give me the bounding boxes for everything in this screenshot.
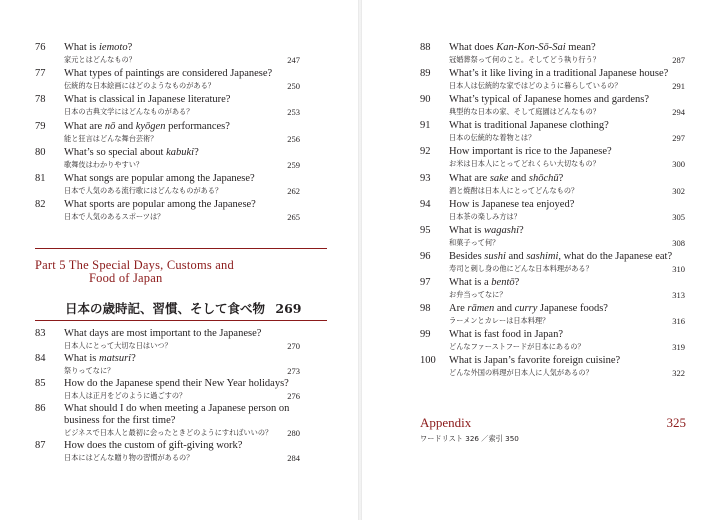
entry-page-number: 270	[287, 341, 300, 351]
entry-japanese: 冠婚葬祭って何のこと。そしてどう執り行う？	[449, 55, 600, 64]
entry-japanese: ラーメンとカレーは日本料理？	[449, 316, 550, 325]
entry-question: How is Japanese tea enjoyed?	[449, 198, 575, 210]
right-page	[362, 0, 720, 520]
entry-page-number: 297	[672, 133, 685, 144]
entry-japanese: 典型的な日本の家、そして庭園はどんなもの？	[449, 107, 600, 117]
entry-number: 76	[35, 42, 46, 53]
entry-question: How important is rice to the Japanese?	[449, 146, 612, 158]
entry-page-number: 300	[672, 159, 685, 170]
entry-japanese: お弁当ってなに？	[449, 289, 507, 299]
entry-page-number: 284	[287, 453, 300, 463]
entry-page-number: 313	[672, 289, 685, 300]
entry-number: 81	[35, 173, 46, 184]
entry-japanese: どんな外国の料理が日本人に人気があるの？	[449, 368, 593, 378]
entry-number: 82	[35, 199, 46, 211]
entry-number: 96	[420, 250, 431, 262]
entry-question: Are rāmen and curry Japanese foods?	[449, 303, 608, 314]
entry-japanese: 家元とはどんなもの？	[64, 55, 136, 64]
entry-page-number: 291	[672, 81, 685, 92]
entry-number: 100	[420, 355, 436, 367]
entry-page-number: 259	[287, 159, 300, 170]
entry-number: 87	[35, 440, 46, 451]
part-5-title	[35, 259, 234, 285]
entry-question: How does the custom of gift-giving work?	[64, 440, 243, 451]
entry-japanese: 日本人は正月をどのように過ごすの？	[64, 391, 187, 400]
entry-question: What’s it like living in a traditional Japanese house?	[449, 68, 669, 80]
entry-japanese: 日本にはどんな贈り物の習慣があるの？	[64, 453, 194, 462]
entry-japanese: 和菓子って何？	[449, 237, 500, 247]
entry-japanese: ビジネスで日本人と最初に会ったときどのようにすればいいの？	[64, 428, 273, 437]
part-5-japanese-title	[65, 301, 301, 316]
entry-japanese: 日本人は伝統的な家ではどのように暮らしているの？	[449, 81, 622, 91]
entry-japanese: 日本で人気のあるスポーツは？	[64, 212, 165, 222]
entry-number: 83	[35, 328, 46, 339]
entry-japanese: 日本の伝統的な着物とは？	[449, 133, 536, 143]
entry-japanese: 日本茶の楽しみ方は？	[449, 211, 521, 221]
entry-page-number: 256	[287, 133, 300, 144]
entry-number: 89	[420, 68, 431, 80]
entry-page-number: 247	[287, 55, 300, 65]
entry-japanese: 祭りってなに？	[64, 366, 115, 375]
entry-number: 84	[35, 353, 46, 364]
entry-question-continued: business for the first time?	[64, 415, 176, 426]
entry-page-number: 319	[672, 342, 685, 353]
entry-question: What days are most important to the Japanese?	[64, 328, 262, 339]
entry-number: 85	[35, 378, 46, 389]
entry-japanese: 能と狂言はどんな舞台芸術？	[64, 133, 158, 143]
entry-page-number: 287	[672, 55, 685, 65]
entry-number: 90	[420, 94, 431, 106]
entry-page-number: 280	[287, 428, 300, 438]
part-rule-bottom	[35, 320, 327, 321]
part-5-title-line-2: Food of Japan	[89, 271, 163, 285]
entry-number: 97	[420, 276, 431, 288]
appendix-subtitle: ワードリスト 326 ／索引 350	[420, 434, 519, 443]
entry-page-number: 305	[672, 211, 685, 222]
entry-page-number: 262	[287, 186, 300, 196]
entry-question: What’s typical of Japanese homes and gardens?	[449, 94, 650, 106]
entry-number: 77	[35, 68, 46, 80]
entry-japanese: 伝統的な日本絵画にはどのようなものがある？	[64, 81, 215, 91]
appendix-page-number: 325	[666, 415, 686, 430]
entry-number: 80	[35, 146, 46, 158]
appendix-title: Appendix	[420, 415, 472, 430]
entry-question: What is matsuri?	[64, 353, 136, 364]
entry-page-number: 253	[287, 107, 300, 118]
entry-japanese: 歌舞伎はわかりやすい？	[64, 159, 144, 169]
part-5-japanese-title-text: 日本の歳時記、習慣、そして食べ物	[65, 301, 266, 316]
entry-japanese: 酒と焼酎は日本人にとってどんなもの？	[449, 185, 579, 195]
entry-japanese: 日本の古典文学にはどんなものがある？	[64, 107, 194, 117]
entry-question: What are sake and shōchū?	[449, 172, 564, 184]
part-5-page-number: 269	[275, 301, 302, 316]
entry-question: What is fast food in Japan?	[449, 329, 564, 341]
entry-page-number: 316	[672, 316, 685, 326]
entry-number: 92	[420, 146, 431, 158]
entry-page-number: 302	[672, 185, 685, 196]
entry-question: What is classical in Japanese literature?	[64, 94, 231, 106]
entry-page-number: 273	[287, 366, 300, 376]
entry-number: 88	[420, 42, 431, 53]
entry-question: What is traditional Japanese clothing?	[449, 120, 609, 132]
entry-number: 95	[420, 224, 431, 236]
entry-page-number: 276	[287, 391, 300, 401]
entry-page-number: 294	[672, 107, 685, 118]
entry-number: 93	[420, 172, 431, 184]
entry-question: What are nō and kyōgen performances?	[64, 120, 230, 132]
entry-question: What is a bentō?	[449, 276, 520, 288]
entry-question: Besides sushi and sashimi, what do the Japanese eat?	[449, 250, 673, 262]
entry-page-number: 310	[672, 263, 685, 274]
entry-question: What types of paintings are considered Japanese?	[64, 68, 273, 80]
left-page	[0, 0, 358, 520]
entry-japanese: どんなファーストフードが日本にあるの？	[449, 342, 585, 352]
entry-page-number: 308	[672, 237, 685, 248]
entry-number: 86	[35, 403, 46, 414]
entry-page-number: 265	[287, 212, 300, 223]
entry-question: What is iemoto?	[64, 42, 133, 53]
entry-number: 94	[420, 198, 431, 210]
entry-number: 98	[420, 303, 431, 314]
part-rule-top	[35, 248, 327, 249]
entry-question: How do the Japanese spend their New Year holidays?	[64, 378, 289, 389]
entry-number: 79	[35, 120, 46, 132]
entry-japanese: 日本で人気のある流行歌にはどんなものがある？	[64, 186, 223, 195]
entry-question: What sports are popular among the Japanese?	[64, 199, 256, 211]
entry-japanese: お米は日本人にとってどれくらい大切なもの？	[449, 159, 600, 169]
entry-question: What is Japan’s favorite foreign cuisine?	[449, 355, 621, 367]
entry-question: What should I do when meeting a Japanese person on	[64, 403, 290, 414]
entry-question: What’s so special about kabuki?	[64, 146, 199, 158]
entry-number: 91	[420, 120, 431, 132]
entry-question: What does Kan-Kon-Sō-Sai mean?	[449, 42, 596, 53]
entry-number: 99	[420, 329, 431, 341]
entry-question: What is wagashi?	[449, 224, 524, 236]
entry-page-number: 250	[287, 81, 300, 92]
entry-number: 78	[35, 94, 46, 106]
entry-page-number: 322	[672, 368, 685, 379]
entry-japanese: 寿司と刺し身の他にどんな日本料理がある？	[449, 263, 593, 273]
part-5-title-line-1: Part 5 The Special Days, Customs and	[35, 258, 234, 272]
entry-question: What songs are popular among the Japanese?	[64, 173, 255, 184]
entry-japanese: 日本人にとって大切な日はいつ？	[64, 341, 172, 350]
